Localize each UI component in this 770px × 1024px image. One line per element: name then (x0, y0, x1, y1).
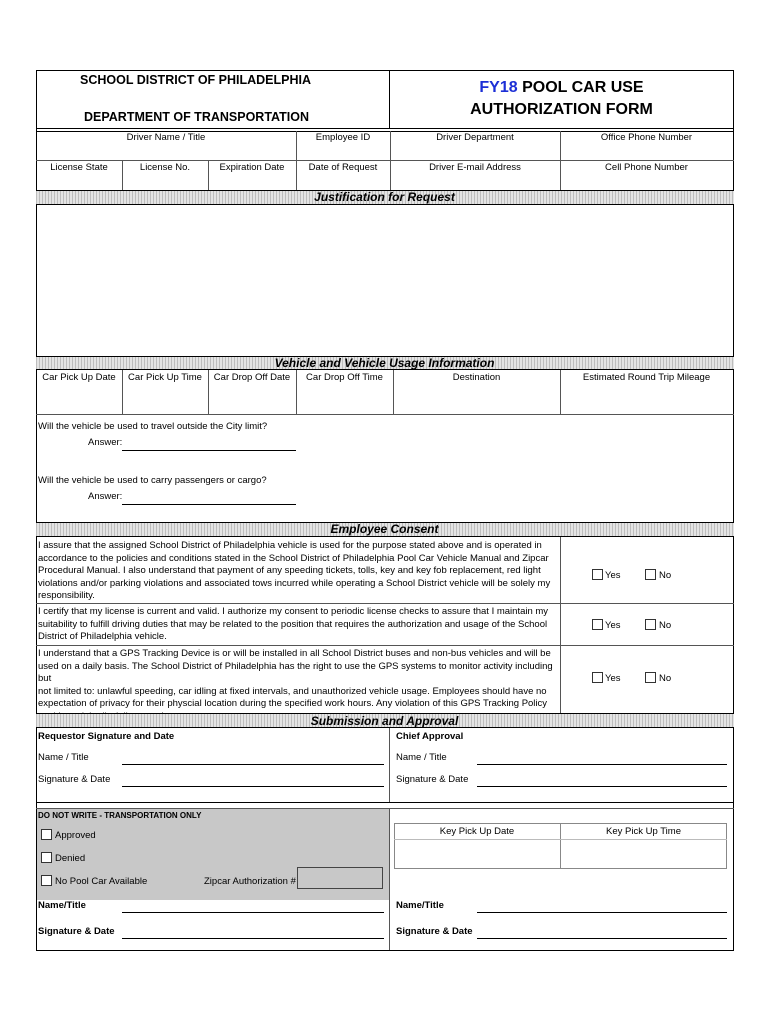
consent-3-yes-label: Yes (605, 673, 621, 684)
driver-email-label: Driver E-mail Address (429, 162, 521, 173)
fiscal-year: FY18 (479, 79, 518, 96)
requestor-signature-label: Signature & Date (38, 774, 111, 785)
consent-2-yes-label: Yes (605, 620, 621, 631)
header-bottom-line (36, 128, 734, 129)
consent-divider-1 (36, 603, 734, 604)
chief-name-title-field[interactable] (477, 764, 727, 765)
cell-phone-label: Cell Phone Number (605, 162, 688, 173)
chief-name-title-label: Name / Title (396, 752, 447, 763)
transport-right-name-title-label: Name/Title (396, 900, 444, 911)
transport-signature-field[interactable] (122, 938, 384, 939)
consent-1-no-checkbox[interactable] (645, 569, 656, 580)
form-title-line2: AUTHORIZATION FORM (470, 101, 653, 118)
submission-title: Submission and Approval (310, 714, 459, 728)
consent-1-line: violations and/or parking violations and associated tows incurred while operating a School District vehicle will be solely my (38, 577, 551, 589)
consent-1-line: I assure that the assigned School District of Philadelphia vehicle is used for the purpose stated above and is operated in (38, 540, 542, 551)
car-pickup-date-label: Car Pick Up Date (42, 372, 116, 383)
denied-label: Denied (55, 853, 86, 864)
no-pool-car-checkbox[interactable] (41, 875, 52, 886)
consent-1-line: accordance to the policies and conditions stated in the School District of Philadelphia Pool Car Vehicle Manual and Zipcar (38, 552, 549, 564)
question-city-limit: Will the vehicle be used to travel outside the City limit? (38, 421, 268, 432)
approved-checkbox[interactable] (41, 829, 52, 840)
consent-vline (560, 537, 561, 713)
consent-3-line: not limited to: unlawful speeding, car idling at fixed intervals, and unauthorized vehicle usage. Employees should have no (38, 685, 547, 697)
transport-signature-label: Signature & Date (38, 926, 115, 937)
requestor-heading: Requestor Signature and Date (38, 731, 175, 742)
consent-3-no-label: No (659, 673, 672, 684)
car-dropoff-date-label: Car Drop Off Date (213, 372, 291, 383)
justification-text-area[interactable] (37, 205, 733, 356)
answer-label-2: Answer: (88, 491, 123, 502)
consent-3-no-checkbox[interactable] (645, 672, 656, 683)
form-title (390, 78, 733, 98)
no-pool-car-label: No Pool Car Available (55, 876, 148, 887)
transport-name-title-label: Name/Title (38, 900, 86, 911)
consent-text-3 (38, 648, 558, 723)
transport-name-title-field[interactable] (122, 912, 384, 913)
consent-3-line: expectation of privacy for their physcial location during the specified work hours. Any violation of this GPS Tracking Policy (38, 698, 548, 709)
transport-only-header: DO NOT WRITE - TRANSPORTATION ONLY (38, 811, 202, 820)
transport-right-signature-label: Signature & Date (396, 926, 473, 937)
consent-1-line: responsibility. (38, 590, 95, 601)
consent-1-yes-checkbox[interactable] (592, 569, 603, 580)
driver-name-title-label: Driver Name / Title (126, 132, 206, 143)
consent-text-1 (38, 540, 558, 603)
question-passengers-cargo: Will the vehicle be used to carry passengers or cargo? (38, 475, 267, 486)
car-dropoff-time-label: Car Drop Off Time (306, 372, 383, 383)
employee-id-label: Employee ID (315, 132, 371, 143)
consent-title: Employee Consent (330, 522, 439, 536)
transport-vline (389, 808, 390, 950)
zipcar-auth-label: Zipcar Authorization # (204, 876, 296, 887)
transport-right-name-title-field[interactable] (477, 912, 727, 913)
license-no-label: License No. (139, 162, 191, 173)
approved-label: Approved (55, 830, 96, 841)
vehicle-row-bottom (36, 414, 734, 415)
chief-approval-heading: Chief Approval (396, 731, 464, 742)
consent-3-line: I understand that a GPS Tracking Device is or will be installed in all School District buses and non-bus vehicles and will be (38, 648, 551, 659)
form-title-line1: POOL CAR USE (517, 79, 644, 96)
requestor-signature-field[interactable] (122, 786, 384, 787)
submission-bottom (36, 802, 734, 803)
mileage-label: Estimated Round Trip Mileage (582, 372, 711, 383)
key-pickup-date-field[interactable] (395, 840, 559, 868)
destination-label: Destination (452, 372, 501, 383)
answer-label-1: Answer: (88, 437, 123, 448)
consent-2-no-label: No (659, 620, 672, 631)
transport-right-signature-field[interactable] (477, 938, 727, 939)
justification-title: Justification for Request (314, 190, 455, 204)
department-name: DEPARTMENT OF TRANSPORTATION (84, 110, 309, 124)
vehicle-title: Vehicle and Vehicle Usage Information (274, 356, 495, 370)
transport-panel-top (36, 808, 734, 809)
requestor-name-title-label: Name / Title (38, 752, 89, 763)
consent-2-no-checkbox[interactable] (645, 619, 656, 630)
consent-2-line: suitability to fulfill driving duties that may be related to the position that requires the authorization and usage of the School (38, 618, 548, 630)
requestor-name-title-field[interactable] (122, 764, 384, 765)
denied-checkbox[interactable] (41, 852, 52, 863)
zipcar-auth-field[interactable] (297, 867, 383, 889)
car-pickup-time-label: Car Pick Up Time (128, 372, 202, 383)
consent-1-line: Procedural Manual. I also understand that payment of any speeding tickets, tolls, key and key fob replacement, red light (38, 565, 541, 576)
form-border-bottom (36, 950, 734, 951)
consent-text-2 (38, 606, 558, 644)
consent-2-yes-checkbox[interactable] (592, 619, 603, 630)
consent-divider-2 (36, 645, 734, 646)
consent-1-no-label: No (659, 570, 672, 581)
consent-3-line: used on a daily basis. The School District of Philadelphia has the right to use the GPS systems to monitor activity including but (38, 660, 553, 684)
driver-department-label: Driver Department (436, 132, 514, 143)
consent-2-line: I certify that my license is current and valid. I authorize my consent to periodic license checks to assure that I maintain my (38, 606, 549, 617)
chief-signature-label: Signature & Date (396, 774, 469, 785)
submission-vline (389, 728, 390, 802)
answer-field-2[interactable] (122, 504, 296, 505)
expiration-date-label: Expiration Date (219, 162, 285, 173)
key-pickup-time-field[interactable] (561, 840, 726, 868)
consent-1-yes-label: Yes (605, 570, 621, 581)
answer-field-1[interactable] (122, 450, 296, 451)
consent-3-yes-checkbox[interactable] (592, 672, 603, 683)
office-phone-label: Office Phone Number (600, 132, 693, 143)
license-state-label: License State (50, 162, 108, 173)
form-border-top (36, 70, 734, 71)
chief-signature-field[interactable] (477, 786, 727, 787)
key-pickup-date-label: Key Pick Up Date (439, 826, 515, 837)
key-pickup-time-label: Key Pick Up Time (606, 826, 681, 837)
district-name: SCHOOL DISTRICT OF PHILADELPHIA (80, 73, 312, 87)
driver-row1-divider (36, 160, 734, 161)
consent-2-line: District of Philadelphia vehicle. (38, 631, 167, 642)
date-of-request-label: Date of Request (308, 162, 378, 173)
